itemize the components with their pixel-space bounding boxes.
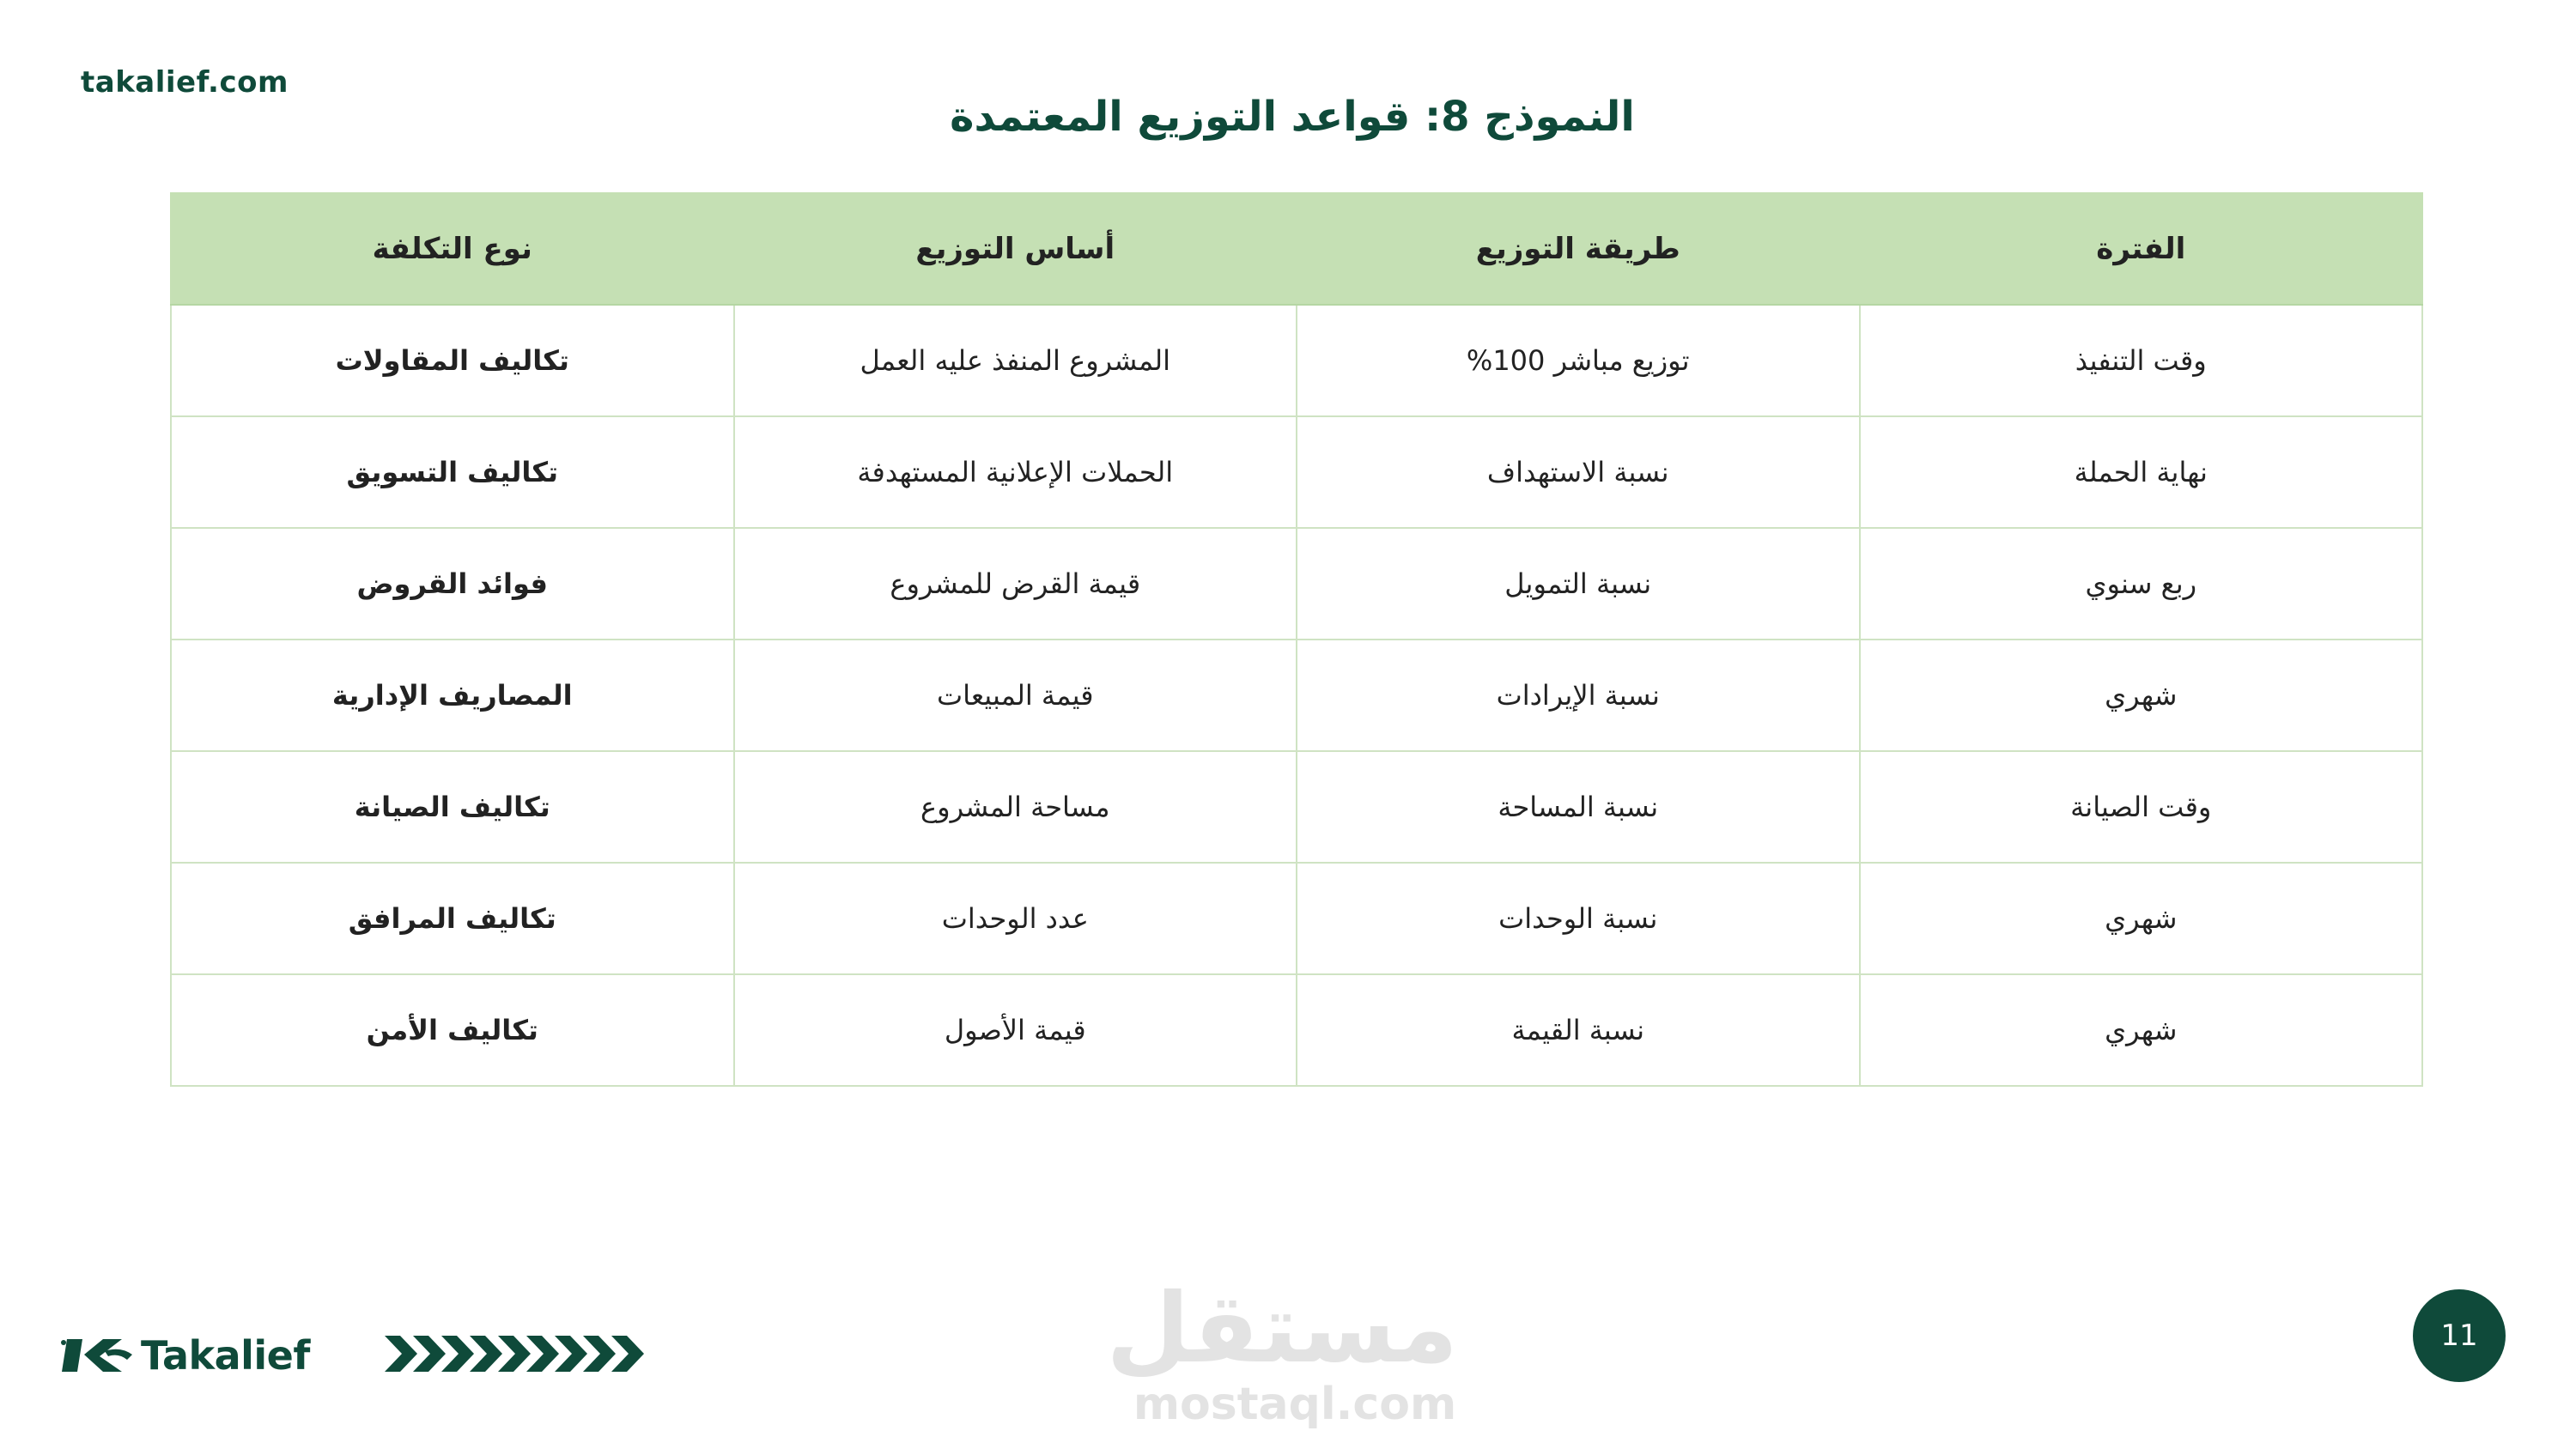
page-number-badge: 11 [2413, 1289, 2506, 1382]
cell-basis: مساحة المشروع [734, 751, 1297, 863]
cell-method: نسبة القيمة [1297, 974, 1860, 1086]
takalief-logo-mark-icon [58, 1334, 136, 1377]
cell-cost-type: تكاليف الأمن [171, 974, 734, 1086]
cell-period: شهري [1860, 863, 2423, 974]
header-period: الفترة [1860, 193, 2423, 305]
watermark-arabic: مستقل [1106, 1273, 1458, 1385]
cell-period: وقت التنفيذ [1860, 305, 2423, 416]
cell-basis: قيمة الأصول [734, 974, 1297, 1086]
cell-method: نسبة الاستهداف [1297, 416, 1860, 528]
cell-period: ربع سنوي [1860, 528, 2423, 640]
site-url: takalief.com [81, 65, 289, 100]
cell-method: توزيع مباشر 100% [1297, 305, 1860, 416]
brand-name: Takalief [141, 1332, 310, 1379]
watermark-url: mostaql.com [1133, 1379, 1457, 1430]
header-cost-type: نوع التكلفة [171, 193, 734, 305]
cell-period: شهري [1860, 640, 2423, 751]
cell-method: نسبة الوحدات [1297, 863, 1860, 974]
cell-cost-type: المصاريف الإدارية [171, 640, 734, 751]
cell-method: نسبة التمويل [1297, 528, 1860, 640]
table [170, 192, 2423, 1087]
page-title: النموذج 8: قواعد التوزيع المعتمدة [950, 93, 1635, 141]
cell-period: شهري [1860, 974, 2423, 1086]
header-distribution-basis: أساس التوزيع [734, 193, 1297, 305]
cell-basis: المشروع المنفذ عليه العمل [734, 305, 1297, 416]
header-distribution-method: طريقة التوزيع [1297, 193, 1860, 305]
table-row [171, 640, 2422, 751]
cell-method: نسبة المساحة [1297, 751, 1860, 863]
takalief-logo [58, 1329, 310, 1382]
cell-cost-type: تكاليف المرافق [171, 863, 734, 974]
table-row [171, 528, 2422, 640]
cell-cost-type: تكاليف التسويق [171, 416, 734, 528]
cell-cost-type: تكاليف المقاولات [171, 305, 734, 416]
chevron-arrows-icon [385, 1332, 644, 1375]
cell-method: نسبة الإيرادات [1297, 640, 1860, 751]
table-row [171, 416, 2422, 528]
cell-cost-type: فوائد القروض [171, 528, 734, 640]
cell-basis: الحملات الإعلانية المستهدفة [734, 416, 1297, 528]
cell-basis: قيمة القرض للمشروع [734, 528, 1297, 640]
cell-period: نهاية الحملة [1860, 416, 2423, 528]
distribution-rules-table [170, 192, 2423, 1087]
table-row [171, 974, 2422, 1086]
watermark [1106, 1273, 1458, 1430]
cell-basis: عدد الوحدات [734, 863, 1297, 974]
cell-period: وقت الصيانة [1860, 751, 2423, 863]
table-header-row [171, 193, 2422, 305]
cell-basis: قيمة المبيعات [734, 640, 1297, 751]
cell-cost-type: تكاليف الصيانة [171, 751, 734, 863]
table-row [171, 305, 2422, 416]
table-row [171, 751, 2422, 863]
table-row [171, 863, 2422, 974]
